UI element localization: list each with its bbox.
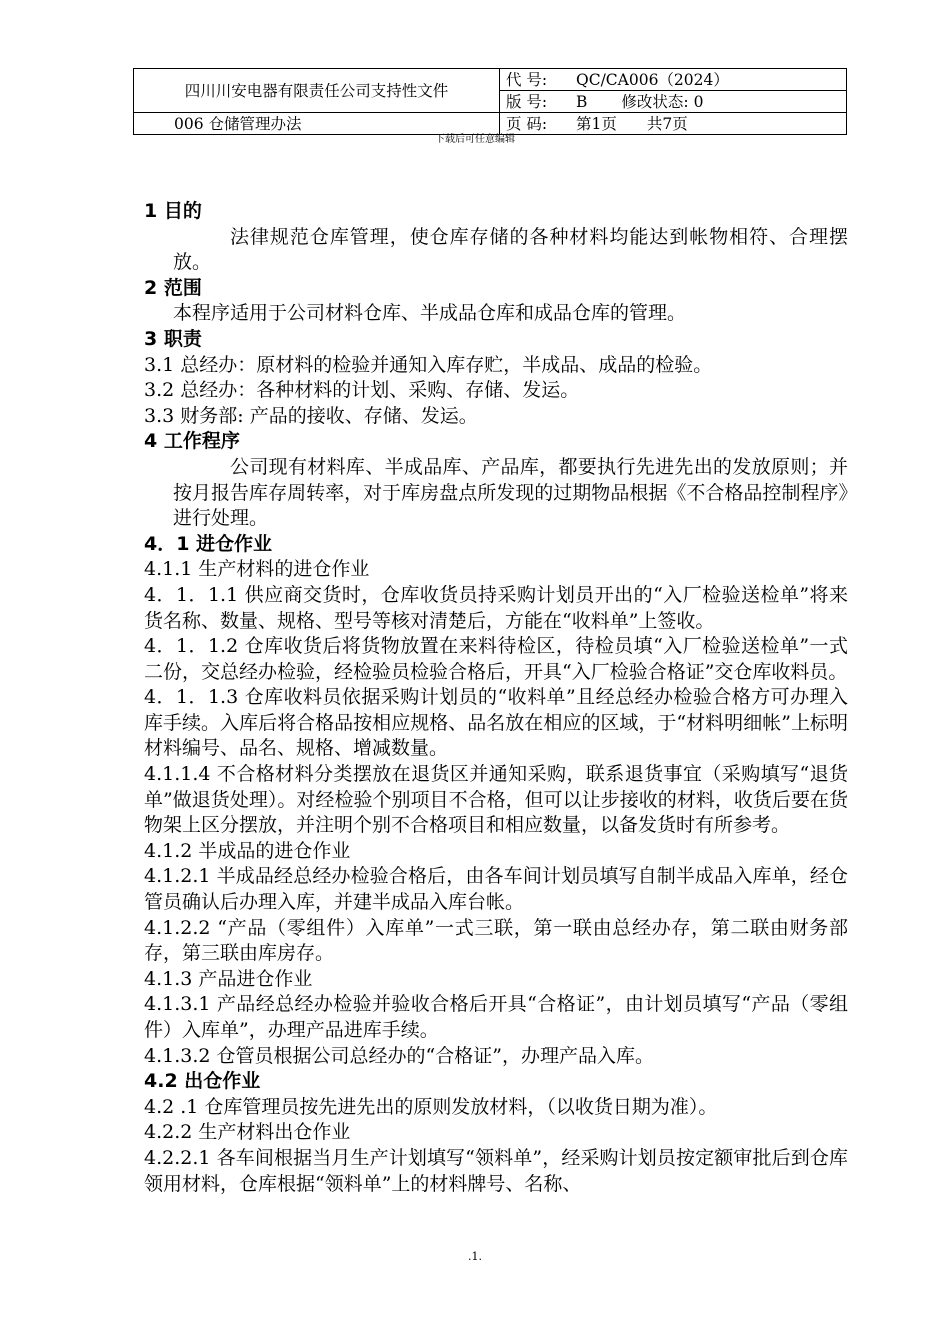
paragraph: 4.1.3.2 仓管员根据公司总经办的“合格证”，办理产品入库。 (144, 1044, 654, 1067)
paragraph: 4．1．1.3 仓库收料员依据采购计划员的“收料单”且经总经办检验合格方可办理入库手续。入库后将合格品按相应规格、品名放在相应的区域，于“材料明细帐”上标明材料编号、品名、规格、增减数量。 (144, 686, 848, 760)
revision-value: 0 (693, 92, 704, 111)
document-title: 006 仓储管理办法 (134, 113, 500, 135)
paragraph: 4.1.2.2 “产品（零组件）入库单”一式三联，第一联由总经办存，第二联由财务部存，第三联由库房存。 (144, 916, 848, 965)
document-body (144, 199, 848, 1197)
section-heading: 3 职责 (144, 327, 202, 350)
paragraph: 4.2.2.1 各车间根据当月生产计划填写“领料单”，经采购计划员按定额审批后到仓库领用材料，仓库根据“领料单”上的材料牌号、名称、 (144, 1146, 848, 1195)
page-cell (500, 113, 847, 135)
section-heading: 4.2 出仓作业 (144, 1070, 261, 1093)
section-heading: 4 工作程序 (144, 430, 240, 453)
paragraph: 4.1.2.1 半成品经总经办检验合格后，由各车间计划员填写自制半成品入库单，经仓管员确认后办理入库，并建半成品入库台帐。 (144, 865, 848, 914)
total-pages-value: 共7页 (646, 114, 688, 133)
paragraph: 4.1.3 产品进仓作业 (144, 967, 313, 990)
page-label: 页 码: (506, 114, 548, 133)
paragraph: 4.2 .1 仓库管理员按先进先出的原则发放材料，（以收货日期为准）。 (144, 1095, 718, 1118)
paragraph: 4.1.2 半成品的进仓作业 (144, 839, 351, 862)
version-cell (500, 91, 847, 113)
code-value: QC/CA006（2024） (576, 70, 729, 89)
section-heading: 4．1 进仓作业 (144, 532, 273, 555)
paragraph: 本程序适用于公司材料仓库、半成品仓库和成品仓库的管理。 (173, 302, 687, 325)
paragraph: 4．1．1.1 供应商交货时，仓库收货员持采购计划员开出的“入厂检验送检单”将来货名称、数量、规格、型号等核对清楚后，方能在“收料单”上签收。 (144, 583, 848, 632)
download-note: 下载后可任意编辑 (435, 134, 515, 145)
code-label: 代 号: (506, 70, 548, 89)
paragraph: 4.1.3.1 产品经总经办检验并验收合格后开具“合格证”，由计划员填写“产品（零组件）入库单”，办理产品进库手续。 (144, 993, 848, 1041)
section-heading: 1 目的 (144, 200, 202, 222)
paragraph: 公司现有材料库、半成品库、产品库，都要执行先进先出的发放原则；并按月报告库存周转率，对于库房盘点所发现的过期物品根据《不合格品控制程序》进行处理。 (173, 455, 848, 530)
page-number: .1. (468, 1250, 482, 1263)
page-value: 第1页 (576, 114, 617, 133)
paragraph: 4.1.1 生产材料的进仓作业 (144, 558, 370, 581)
paragraph: 4.1.1.4 不合格材料分类摆放在退货区并通知采购，联系退货事宜（采购填写“退货单”做退货处理）。对经检验个别项目不合格，但可以让步接收的材料，收货后要在货物架上区分摆放，并注明个别不合格项目和相应数量，以备发货时有所参考。 (144, 763, 848, 837)
version-label: 版 号: (506, 92, 548, 111)
section-heading: 2 范围 (144, 276, 202, 299)
document-header-table (133, 68, 847, 135)
paragraph: 4.2.2 生产材料出仓作业 (144, 1121, 351, 1144)
paragraph: 4．1．1.2 仓库收货后将货物放置在来料待检区，待检员填“入厂检验送检单”一式二份，交总经办检验，经检验员检验合格后，开具“入厂检验合格证”交仓库收料员。 (144, 635, 848, 683)
paragraph: 法律规范仓库管理，使仓库存储的各种材料均能达到帐物相符、合理摆放。 (173, 225, 848, 274)
paragraph: 3.3 财务部: 产品的接收、存储、发运。 (144, 404, 478, 427)
revision-label: 修改状态: (621, 92, 689, 111)
company-document-label: 四川川安电器有限责任公司支持性文件 (134, 69, 500, 113)
paragraph: 3.2 总经办：各种材料的计划、采购、存储、发运。 (144, 379, 580, 402)
document-code-cell (500, 69, 847, 91)
version-value: B (576, 92, 588, 111)
paragraph: 3.1 总经办：原材料的检验并通知入库存贮，半成品、成品的检验。 (144, 353, 713, 376)
